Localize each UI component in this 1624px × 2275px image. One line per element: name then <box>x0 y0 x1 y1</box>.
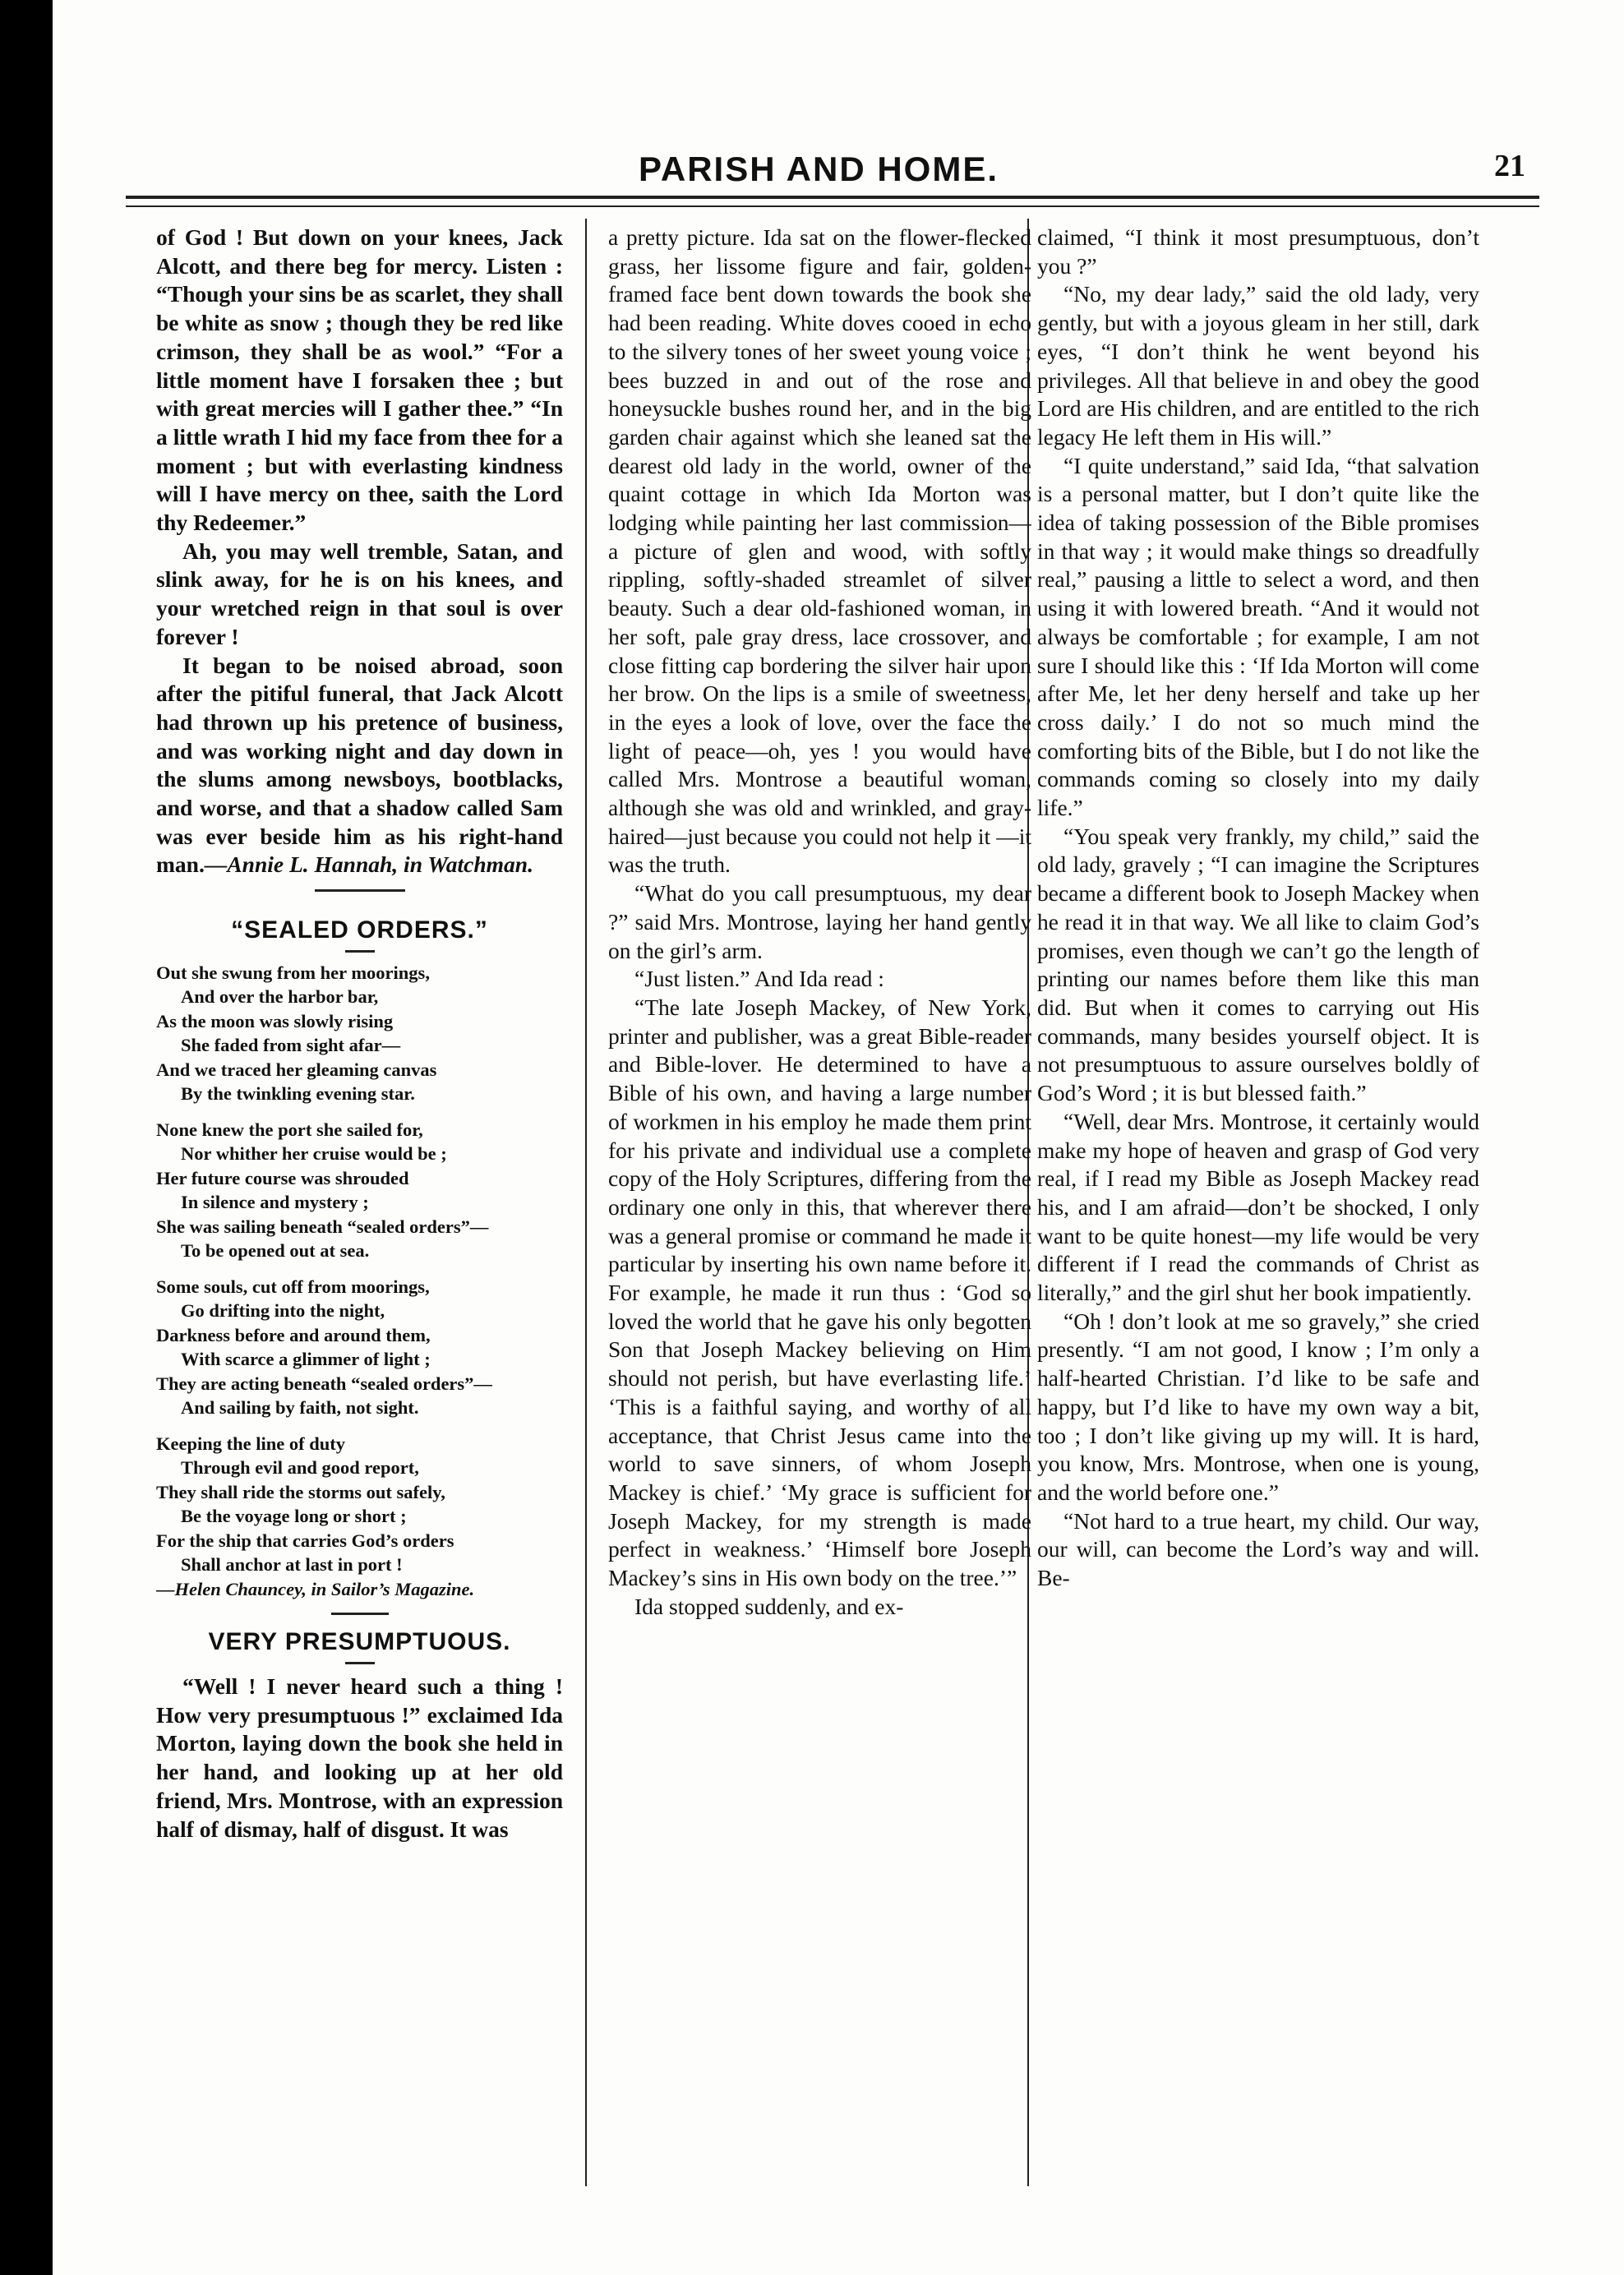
paragraph: “I quite understand,” said Ida, “that salvation is a personal matter, but I don’t quite like the idea of taking possession of the Bible promises in that way ; it would make things so dreadfully real,” pausing a little to select a word, and then using it with lowered breath. “And it would not always be comfortable ; for example, I am not sure I should like this : ‘If Ida Morton will come after Me, let her deny herself and take up her cross daily.’ I do not so much mind the comforting bits of the Bible, but I do not like the commands coming so closely into my daily life.” <box>1037 452 1479 821</box>
scan-edge <box>0 0 53 2275</box>
paragraph: of God ! But down on your knees, Jack Alcott, and there beg for mercy. Listen : “Though your sins be as scarlet, they shall be white as snow ; though they be red like crimson, they shall be as wool.” “For a little moment have I forsaken thee ; but with great mercies will I gather thee.” “In a little wrath I hid my face from thee for a moment ; but with everlasting kindness will I have mercy on thee, saith the Lord thy Redeemer.” <box>156 224 563 536</box>
section-divider <box>315 889 405 892</box>
poem-line: With scarce a glimmer of light ; <box>181 1349 431 1370</box>
poem-line: Keeping the line of duty <box>156 1433 346 1454</box>
header-rule-thin <box>126 205 1539 207</box>
paragraph: a pretty picture. Ida sat on the flower-flecked grass, her lissome figure and fair, golden-framed face bent down towards the book she had been reading. White doves cooed in echo to the silvery tones of her sweet young voice ; bees buzzed in and out of the rose and honeysuckle bushes round her, and in the big garden chair against which she leaned sat the dearest old lady in the world, owner of the quaint cottage in which Ida Morton was lodging while painting her last commission—a picture of glen and wood, with softly rippling, softly-shaded streamlet of silver beauty. Such a dear old-fashioned woman, in her soft, pale gray dress, lace crossover, and close fitting cap bordering the silver hair upon her brow. On the lips is a smile of sweetness, in the eyes a look of love, over the face the light of peace—oh, yes ! you would have called Mrs. Montrose a beautiful woman, although she was old and wrinkled, and gray-haired—just because you could not help it —it was the truth. <box>608 224 1031 878</box>
poem-line: And we traced her gleaming canvas <box>156 1059 437 1080</box>
poem-stanza <box>156 1275 563 1420</box>
poem-line: For the ship that carries God’s orders <box>156 1530 454 1551</box>
poem-line: Some souls, cut off from moorings, <box>156 1276 430 1297</box>
header-rule-thick <box>126 196 1539 199</box>
paragraph: Ah, you may well tremble, Satan, and slink away, for he is on his knees, and your wretched reign in that soul is over forever ! <box>156 538 563 649</box>
paragraph: Ida stopped suddenly, and ex- <box>634 1593 904 1619</box>
paragraph: “Well ! I never heard such a thing ! How very presumptuous !” exclaimed Ida Morton, laying down the book she held in her hand, and looking up at her old friend, Mrs. Montrose, with an expression half of dismay, half of disgust. It was <box>156 1673 563 1842</box>
poem-line: Out she swung from her moorings, <box>156 962 430 983</box>
title-rule <box>345 1662 375 1664</box>
paragraph: claimed, “I think it most presumptuous, don’t you ?” <box>1037 224 1479 279</box>
poem-line: Her future course was shrouded <box>156 1167 409 1188</box>
poem-credit: —Helen Chauncey, in Sailor’s Magazine. <box>156 1578 475 1599</box>
poem-line: Go drifting into the night, <box>181 1300 385 1322</box>
poem-stanza <box>156 1432 563 1602</box>
page-title: PARISH AND HOME. <box>638 150 999 188</box>
poem-line: To be opened out at sea. <box>181 1240 370 1262</box>
paragraph: “What do you call presumptuous, my dear ?” said Mrs. Montrose, laying her hand gently on the girl’s arm. <box>608 880 1031 963</box>
section-divider <box>331 1613 389 1615</box>
poem-stanza <box>156 1118 563 1263</box>
paragraph: “The late Joseph Mackey, of New York, printer and publisher, was a great Bible-reader and Bible-lover. He determined to have a Bible of his own, and having a large number of workmen in his employ he made them print for his private and individual use a complete copy of the Holy Scriptures, differing from the ordinary one only in this, that wherever there was a general promise or command he made it particular by inserting his own name before it. For example, he made it run thus : ‘God so loved the world that he gave his only begotten Son that Joseph Mackey believing on Him should not perish, but have everlasting life.’ ‘This is a faithful saying, and worthy of all acceptance, that Christ Jesus came into the world to save sinners, of whom Joseph Mackey is chief.’ ‘My grace is sufficient for Joseph Mackey, for my strength is made perfect in weakness.’ ‘Himself bore Joseph Mackey’s sins in His own body on the tree.’” <box>608 994 1031 1591</box>
poem-line: None knew the port she sailed for, <box>156 1119 423 1140</box>
paragraph <box>156 652 563 880</box>
poem-line: In silence and mystery ; <box>181 1192 369 1213</box>
poem-stanza <box>156 961 563 1106</box>
poem-line: As the moon was slowly rising <box>156 1010 394 1031</box>
poem-line: They shall ride the storms out safely, <box>156 1481 445 1502</box>
poem-line: Through evil and good report, <box>181 1457 419 1479</box>
poem-line: Darkness before and around them, <box>156 1324 431 1345</box>
poem-line: By the twinkling evening star. <box>181 1083 415 1105</box>
poem-line: She faded from sight afar— <box>181 1035 401 1056</box>
column-divider-1 <box>585 219 587 2186</box>
byline: —Annie L. Hannah, in Watchman. <box>204 851 533 878</box>
poem-line: She was sailing beneath “sealed orders”— <box>156 1216 489 1237</box>
poem-line: And over the harbor bar, <box>181 986 379 1008</box>
running-header <box>112 140 1525 197</box>
paragraph: “No, my dear lady,” said the old lady, very gently, but with a joyous gleam in her still, dark eyes, “I don’t think he went beyond his privileges. All that believe in and obey the good Lord are His children, and are entitled to the rich legacy He left them in His will.” <box>1037 281 1479 450</box>
paragraph: “Just listen.” And Ida read : <box>634 966 884 992</box>
column-3 <box>1037 224 1479 2180</box>
paragraph: “Oh ! don’t look at me so gravely,” she cried presently. “I am not good, I know ; I’m only a half-hearted Christian. I’d like to be safe and happy, but I’d like to have my own way a bit, too ; I don’t like giving up my will. It is hard, you know, Mrs. Montrose, when one is young, and the world before one.” <box>1037 1308 1479 1505</box>
paragraph: “Well, dear Mrs. Montrose, it certainly would make my hope of heaven and grasp of God very real, if I read my Bible as Joseph Mackey read his, and I am afraid—don’t be shocked, I only want to be quite honest—my life would be very different if I read the commands of Christ as literally,” and the girl shut her book impatiently. <box>1037 1108 1479 1306</box>
paragraph-text: It began to be noised abroad, soon after the pitiful funeral, that Jack Alcott had thrown up his pretence of business, and was working night and day down in the slums among newsboys, bootblacks, and worse, and that a shadow called Sam was ever beside him as his right-hand man. <box>156 652 563 878</box>
paragraph: “You speak very frankly, my child,” said the old lady, gravely ; “I can imagine the Scriptures became a different book to Joseph Mackey when he read it in that way. We all like to claim God’s promises, even though we can’t go the length of printing our names before them like this man did. But when it comes to carrying out His commands, many besides yourself object. It is not presumptuous to assure ourselves boldly of God’s Word ; it is but blessed faith.” <box>1037 823 1479 1106</box>
column-1 <box>156 224 563 2180</box>
poem-line: Be the voyage long or short ; <box>181 1506 407 1527</box>
column-2 <box>608 224 1031 2180</box>
poem-title: “SEALED ORDERS.” <box>231 916 488 944</box>
poem-line: And sailing by faith, not sight. <box>181 1397 419 1419</box>
poem <box>156 961 563 1602</box>
paragraph: “Not hard to a true heart, my child. Our way, our will, can become the Lord’s way and will. Be- <box>1037 1507 1479 1591</box>
page-number: 21 <box>1494 149 1525 183</box>
title-rule <box>345 950 375 953</box>
poem-line: Nor whither her cruise would be ; <box>181 1143 447 1165</box>
story-title: VERY PRESUMPTUOUS. <box>208 1628 511 1656</box>
poem-line: Shall anchor at last in port ! <box>181 1554 403 1576</box>
poem-line: They are acting beneath “sealed orders”— <box>156 1373 492 1394</box>
